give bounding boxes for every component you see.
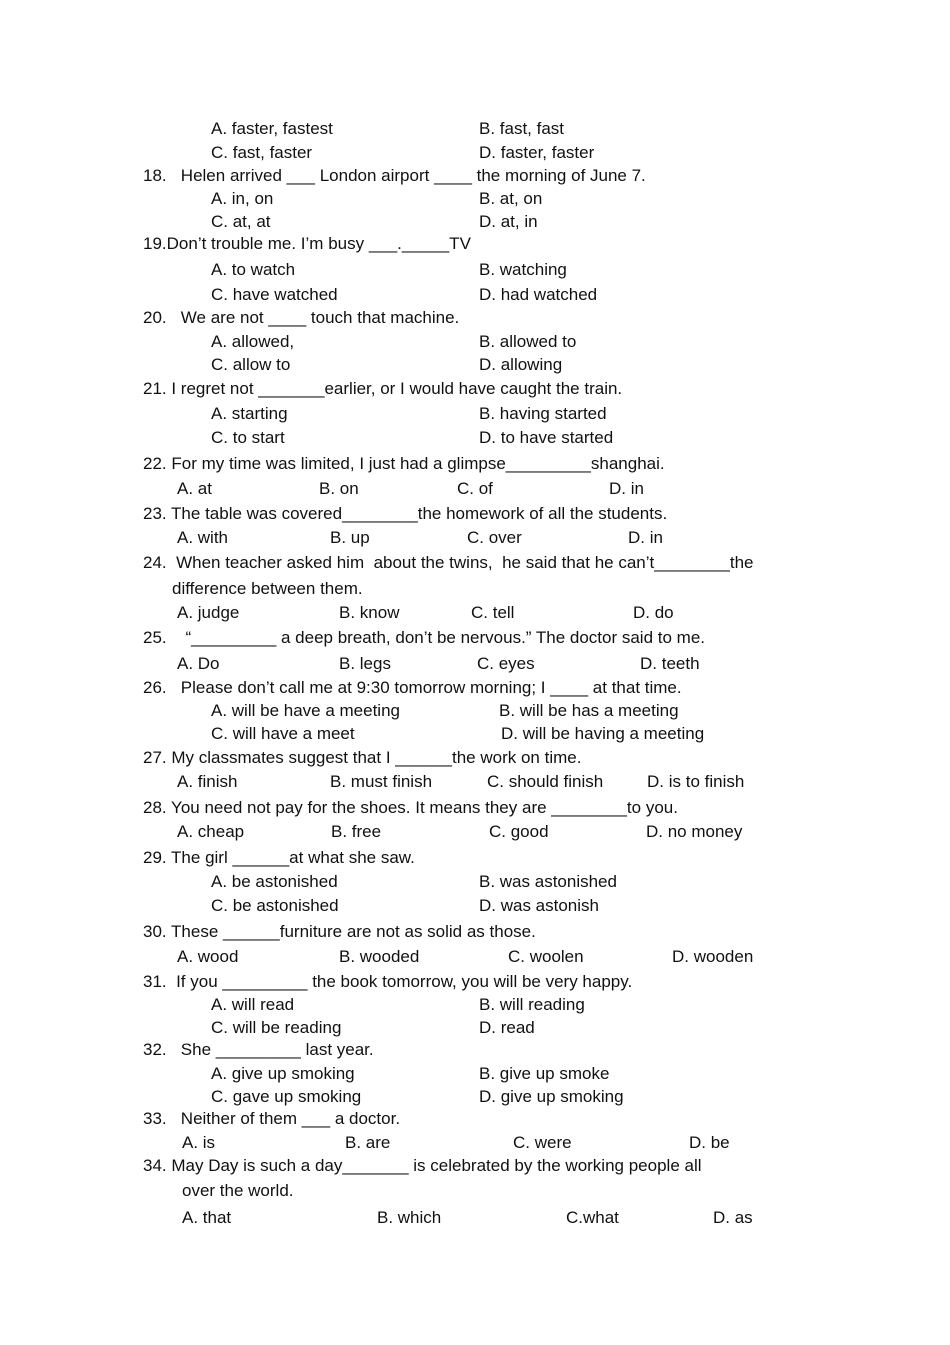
q21-option-d: D. to have started: [479, 428, 614, 447]
q34-option-a: A. that: [182, 1208, 232, 1227]
q29-option-c: C. be astonished: [211, 896, 339, 915]
q17-option-b: B. fast, fast: [479, 119, 565, 138]
q26-option-a: A. will be have a meeting: [211, 701, 400, 720]
q29-option-b: B. was astonished: [479, 872, 617, 891]
q18-option-d: D. at, in: [479, 212, 538, 231]
q17-option-d: D. faster, faster: [479, 143, 595, 162]
q34-stem-continued: over the world.: [182, 1181, 294, 1200]
q22-option-c: C. of: [457, 479, 493, 498]
q26-option-c: C. will have a meet: [211, 724, 355, 743]
q25-option-d: D. teeth: [640, 654, 700, 673]
q31-option-c: C. will be reading: [211, 1018, 342, 1037]
q19-stem: 19.Don’t trouble me. I’m busy ___._____TV: [143, 234, 471, 253]
q24-stem-continued: difference between them.: [172, 579, 363, 598]
q17-option-a: A. faster, fastest: [211, 119, 333, 138]
q20-option-c: C. allow to: [211, 355, 291, 374]
q23-option-c: C. over: [467, 528, 522, 547]
q19-option-a: A. to watch: [211, 260, 296, 279]
q25-stem: 25. “_________ a deep breath, don’t be nervous.” The doctor said to me.: [143, 628, 706, 647]
q31-option-d: D. read: [479, 1018, 535, 1037]
q28-stem: 28. You need not pay for the shoes. It means they are ________to you.: [143, 798, 678, 817]
q18-option-c: C. at, at: [211, 212, 271, 231]
q24-option-d: D. do: [633, 603, 674, 622]
q30-option-c: C. woolen: [508, 947, 584, 966]
q24-option-c: C. tell: [471, 603, 515, 622]
q24-option-a: A. judge: [177, 603, 240, 622]
q30-option-d: D. wooden: [672, 947, 754, 966]
q29-option-a: A. be astonished: [211, 872, 338, 891]
q22-stem: 22. For my time was limited, I just had a glimpse_________shanghai.: [143, 454, 665, 473]
q32-option-a: A. give up smoking: [211, 1064, 355, 1083]
q33-option-d: D. be: [689, 1133, 730, 1152]
q27-option-b: B. must finish: [330, 772, 433, 791]
q32-option-d: D. give up smoking: [479, 1087, 624, 1106]
q30-option-b: B. wooded: [339, 947, 420, 966]
q23-option-b: B. up: [330, 528, 370, 547]
q26-option-b: B. will be has a meeting: [499, 701, 679, 720]
q30-stem: 30. These ______furniture are not as solid as those.: [143, 922, 536, 941]
q26-stem: 26. Please don’t call me at 9:30 tomorrow morning; I ____ at that time.: [143, 678, 682, 697]
q18-option-a: A. in, on: [211, 189, 274, 208]
q23-option-a: A. with: [177, 528, 229, 547]
q34-option-d: D. as: [713, 1208, 753, 1227]
q30-option-a: A. wood: [177, 947, 239, 966]
q20-stem: 20. We are not ____ touch that machine.: [143, 308, 460, 327]
q20-option-a: A. allowed,: [211, 332, 295, 351]
q27-option-c: C. should finish: [487, 772, 604, 791]
q28-option-d: D. no money: [646, 822, 743, 841]
q25-option-a: A. Do: [177, 654, 220, 673]
q26-option-d: D. will be having a meeting: [501, 724, 705, 743]
q28-option-a: A. cheap: [177, 822, 245, 841]
q19-option-c: C. have watched: [211, 285, 338, 304]
q31-option-a: A. will read: [211, 995, 295, 1014]
q34-option-c: C.what: [566, 1208, 619, 1227]
q21-option-c: C. to start: [211, 428, 285, 447]
q32-option-b: B. give up smoke: [479, 1064, 610, 1083]
q27-option-a: A. finish: [177, 772, 238, 791]
q33-stem: 33. Neither of them ___ a doctor.: [143, 1109, 401, 1128]
q32-option-c: C. gave up smoking: [211, 1087, 362, 1106]
q21-option-a: A. starting: [211, 404, 288, 423]
q20-option-b: B. allowed to: [479, 332, 577, 351]
q31-stem: 31. If you _________ the book tomorrow, you will be very happy.: [143, 972, 633, 991]
q24-stem: 24. When teacher asked him about the twins, he said that he can’t________the: [143, 553, 754, 572]
q23-option-d: D. in: [628, 528, 663, 547]
q28-option-b: B. free: [331, 822, 382, 841]
q33-option-c: C. were: [513, 1133, 572, 1152]
q18-option-b: B. at, on: [479, 189, 543, 208]
q29-stem: 29. The girl ______at what she saw.: [143, 848, 415, 867]
q34-option-b: B. which: [377, 1208, 442, 1227]
q25-option-c: C. eyes: [477, 654, 535, 673]
q31-option-b: B. will reading: [479, 995, 585, 1014]
q21-stem: 21. I regret not _______earlier, or I would have caught the train.: [143, 379, 623, 398]
q33-option-a: A. is: [182, 1133, 216, 1152]
q22-option-d: D. in: [609, 479, 644, 498]
q22-option-a: A. at: [177, 479, 212, 498]
q17-option-c: C. fast, faster: [211, 143, 313, 162]
q28-option-c: C. good: [489, 822, 549, 841]
q29-option-d: D. was astonish: [479, 896, 599, 915]
q19-option-d: D. had watched: [479, 285, 598, 304]
q32-stem: 32. She _________ last year.: [143, 1040, 374, 1059]
q19-option-b: B. watching: [479, 260, 567, 279]
q25-option-b: B. legs: [339, 654, 391, 673]
q21-option-b: B. having started: [479, 404, 607, 423]
q34-stem: 34. May Day is such a day_______ is celebrated by the working people all: [143, 1156, 702, 1175]
q18-stem: 18. Helen arrived ___ London airport ____ the morning of June 7.: [143, 166, 646, 185]
q24-option-b: B. know: [339, 603, 400, 622]
q27-stem: 27. My classmates suggest that I ______the work on time.: [143, 748, 582, 767]
q27-option-d: D. is to finish: [647, 772, 745, 791]
q23-stem: 23. The table was covered________the homework of all the students.: [143, 504, 668, 523]
q33-option-b: B. are: [345, 1133, 391, 1152]
q20-option-d: D. allowing: [479, 355, 563, 374]
q22-option-b: B. on: [319, 479, 359, 498]
